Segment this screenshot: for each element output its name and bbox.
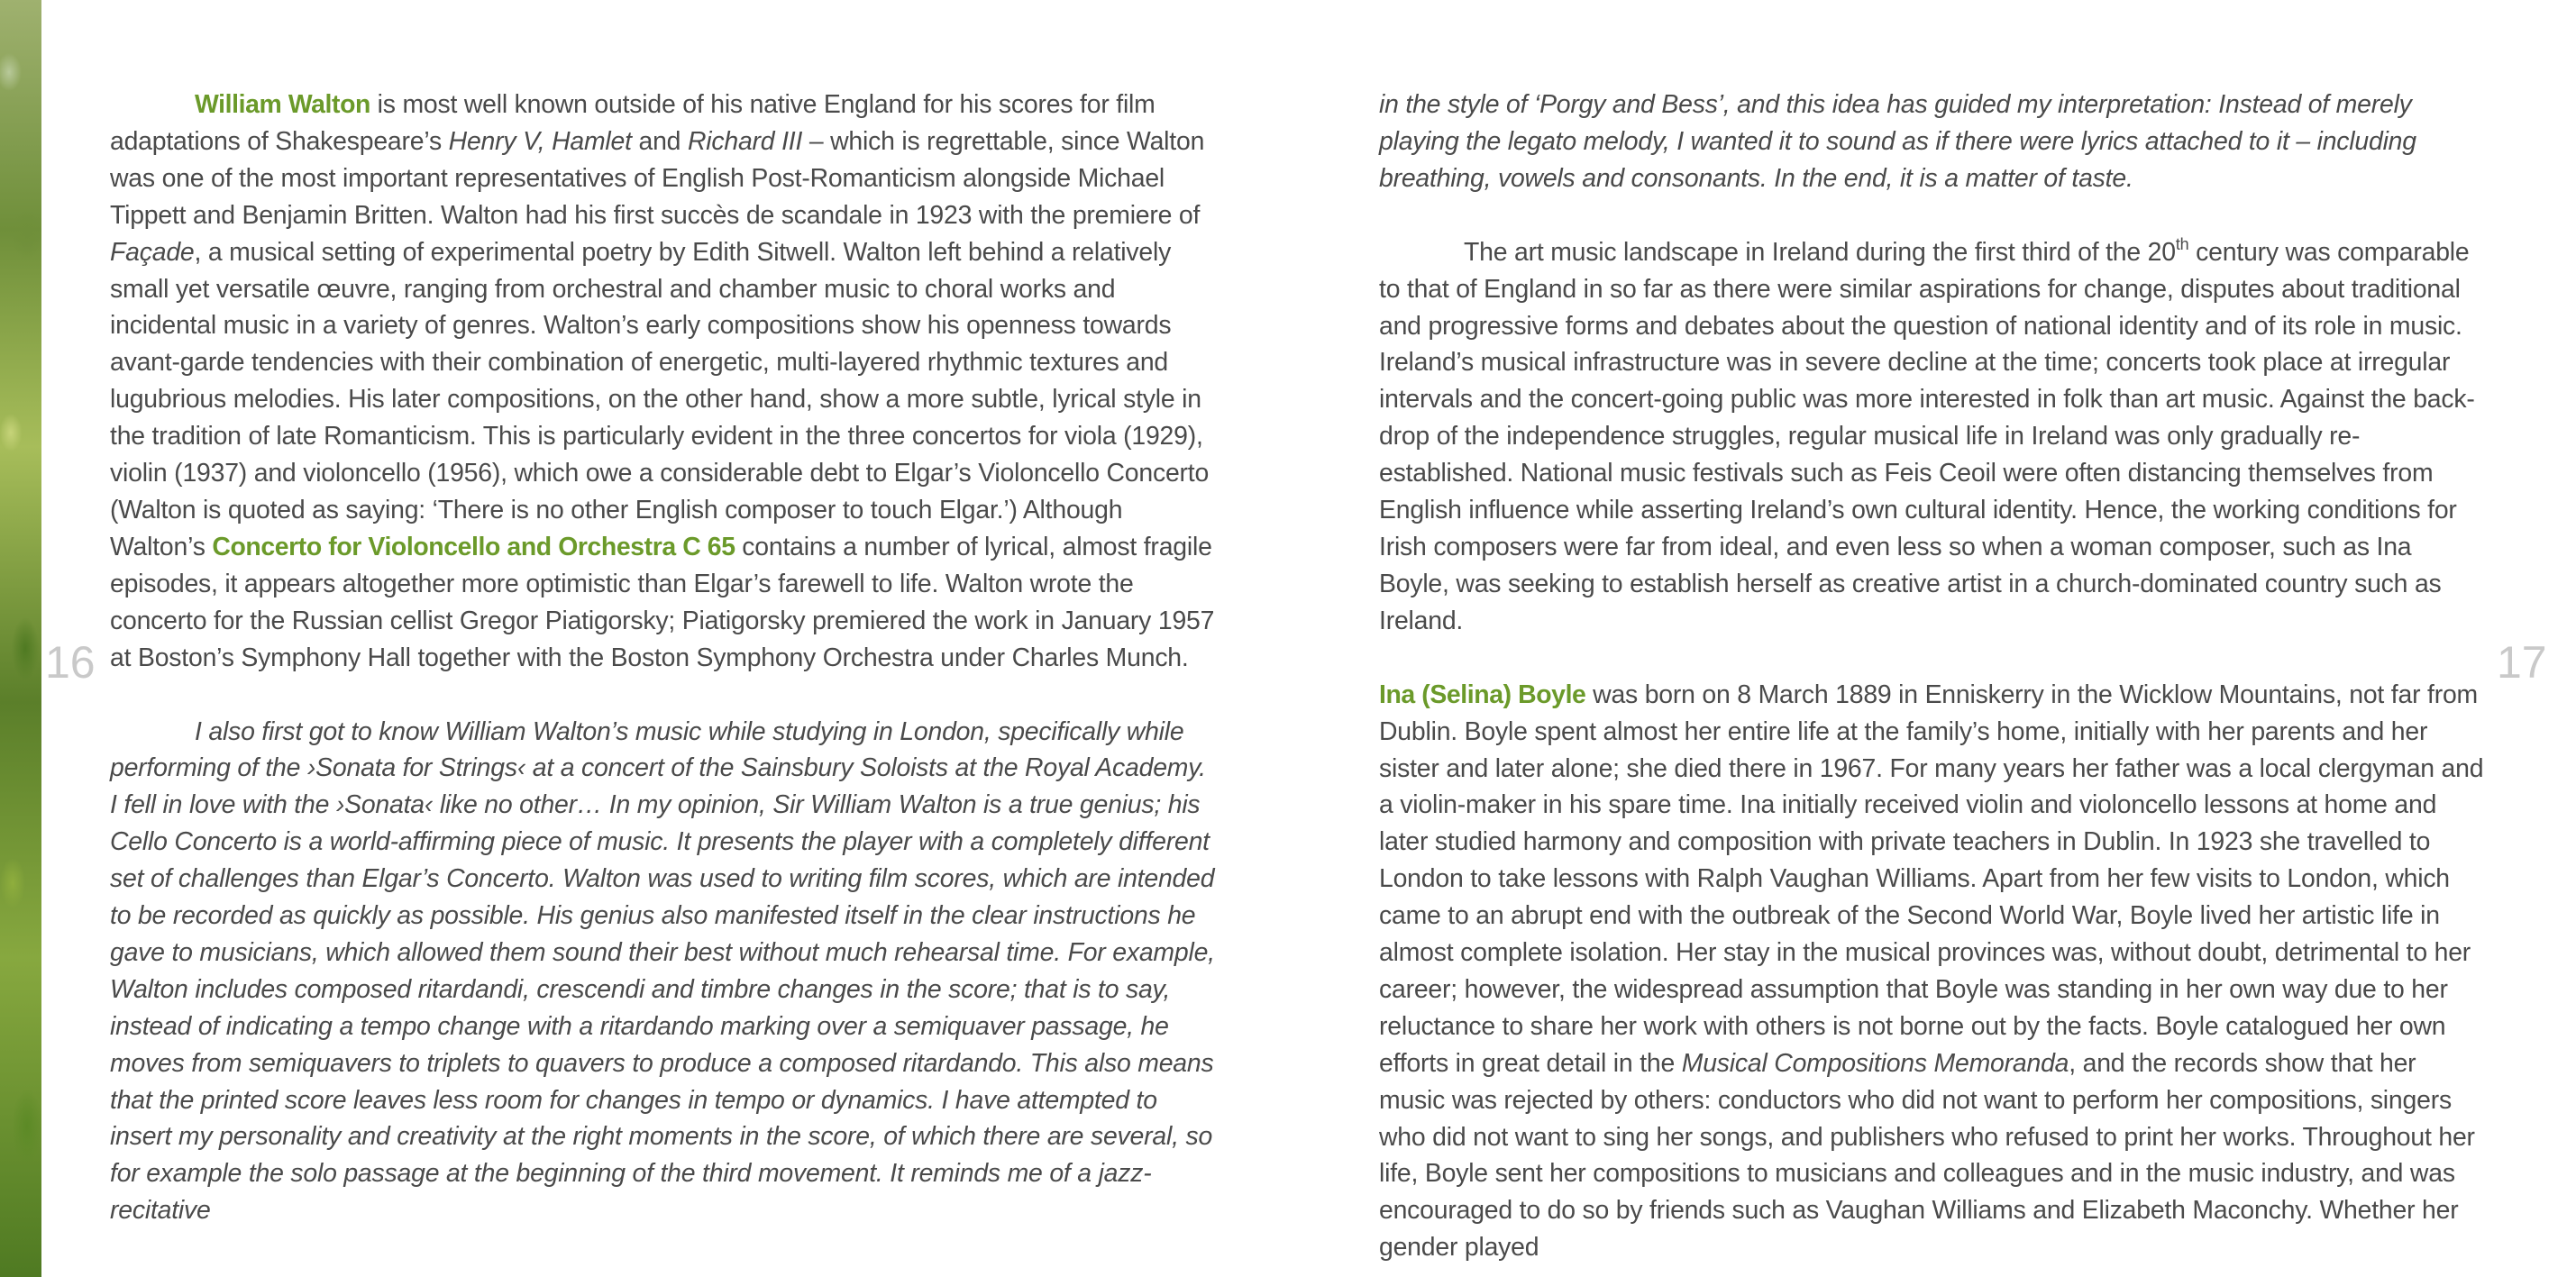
ireland-text-2: century was comparable to that of England in so far as there were similar aspirations for change, disputes about traditional and progressive forms and debates about the question of national identity and of its role in music. Ireland’s musical infrastructure was in severe decline at the time; concerts took place at irregular intervals and the concert-going public was more interested in folk than art music. Against the backdrop of the independence struggles, regular musical life in Ireland was only gradually re-established. National music festivals such as Feis Ceoil were often distancing themselves from English influence while asserting Ireland’s own cultural identity. Hence, the working conditions for Irish composers were far from ideal, and even less so when a woman composer, such as Ina Boyle, was seeking to establish herself as creative artist in a church-dominated country such as Ireland. bbox=[1379, 237, 2475, 635]
walton-paragraph bbox=[110, 87, 1215, 677]
walton-facade: Façade bbox=[110, 237, 195, 267]
walton-film-richard: Richard III bbox=[687, 126, 803, 156]
composer-name-walton: William Walton bbox=[195, 90, 370, 119]
paragraph-gap bbox=[1379, 640, 2484, 677]
paragraph-gap bbox=[1379, 197, 2484, 234]
moss-photo-edge bbox=[0, 0, 41, 1277]
walton-text-2: and bbox=[631, 126, 688, 156]
walton-text-4: , a musical setting of experimental poetry by Edith Sitwell. Walton left behind a relatively small yet versatile œuvre, ranging from orchestral and chamber music to choral works and incidental music in a variety of genres. Walton’s early compositions show his openness towards avant-garde tendencies with their combination of energetic, multi-layered rhythmic textures and lugubrious melodies. His later compositions, on the other hand, show a more subtle, lyrical style in the tradition of late Romanticism. This is particularly evident in the three concertos for viola (1929), violin (1937) and violoncello (1956), which owe a considerable debt to Elgar’s Violoncello Concerto (Walton is quoted as saying: ‘There is no other English composer to touch Elgar.’) Although Walton’s bbox=[110, 237, 1210, 561]
boyle-text-2: , and the records show that her music was rejected by others: conductors who did not want to perform her compositions, singers who did not want to sing her songs, and publishers who refused to print her works. Throughout her life, Boyle sent her compositions to musicians and colleagues and in the music industry, and was encouraged to do so by friends such as Vaughan Williams and Elizabeth Maconchy. Whether her gender played bbox=[1379, 1048, 2475, 1263]
walton-films: Henry V, Hamlet bbox=[448, 126, 632, 156]
composer-name-boyle: Ina (Selina) Boyle bbox=[1379, 680, 1586, 709]
ireland-superscript: th bbox=[2175, 234, 2189, 253]
walton-text-5: contains a number of lyrical, almost fragile episodes, it appears altogether more optimistic than Elgar’s farewell to life. Walton wrote the concerto for the Russian cellist Gregor Piatigorsky; Piatigorsky premiered the work in January 1957 at Boston’s Symphony Hall together with the Boston Symphony Orchestra under Charles Munch. bbox=[110, 532, 1215, 672]
boyle-paragraph bbox=[1379, 677, 2484, 1267]
page-number-left: 16 bbox=[45, 637, 96, 688]
performer-quote-continued: in the style of ‘Porgy and Bess’, and this idea has guided my interpretation: Instead of merely playing the legato melody, I wanted it to sound as if there were lyrics attached to it – including breathing, vowels and consonants. In the end, it is a matter of taste. bbox=[1379, 90, 2416, 193]
page-number-right: 17 bbox=[2497, 637, 2547, 688]
boyle-memoranda: Musical Compositions Memoranda bbox=[1681, 1048, 2069, 1078]
boyle-text-1: was born on 8 March 1889 in Enniskerry in the Wicklow Mountains, not far from Dublin. Boyle spent almost her entire life at the family’s home, initially with her parents and her sister and later alone; she died there in 1967. For many years her father was a local clergyman and a violin-maker in his spare time. Ina initially received violin and violoncello lessons at home and later studied harmony and composition with private teachers in Dublin. In 1923 she travelled to London to take lessons with Ralph Vaughan Williams. Apart from her few visits to London, which came to an abrupt end with the outbreak of the Second World War, Boyle lived her artistic life in almost complete isolation. Her stay in the musical provinces was, without doubt, detrimental to her career; however, the widespread assumption that Boyle was standing in her own way due to her reluctance to share her work with others is not borne out by the facts. Boyle catalogued her own efforts in great detail in the bbox=[1379, 680, 2484, 1078]
paragraph-gap bbox=[110, 677, 1215, 714]
right-page bbox=[1379, 87, 2484, 1266]
walton-text-1: is most well known outside of his native England for his scores for film adaptations of Shakespeare’s bbox=[110, 90, 1156, 156]
ireland-paragraph bbox=[1379, 234, 2484, 640]
walton-concerto-title: Concerto for Violoncello and Orchestra C 65 bbox=[212, 532, 735, 561]
performer-quote: I also first got to know William Walton’s music while studying in London, specifically while performing of the ›Sonata for Strings‹ at a concert of the Sainsbury Soloists at the Royal Academy. I fell in love with the ›Sonata‹ like no other… In my opinion, Sir William Walton is a true genius; his Cello Concerto is a world-affirming piece of music. It presents the player with a completely different set of challenges than Elgar’s Concerto. Walton was used to writing film scores, which are intended to be recorded as quickly as possible. His genius also manifested itself in the clear instructions he gave to musicians, which allowed them sound their best without much rehearsal time. For example, Walton includes composed ritardandi, crescendi and timbre changes in the score; that is to say, instead of indicating a tempo change with a ritardando marking over a semiquaver passage, he moves from semiquavers to triplets to quavers to produce a composed ritardando. This also means that the printed score leaves less room for changes in tempo or dynamics. I have attempted to insert my personality and creativity at the right moments in the score, of which there are several, so for example the solo passage at the beginning of the third movement. It reminds me of a jazz-recitative bbox=[110, 716, 1215, 1226]
left-page bbox=[110, 87, 1215, 1229]
ireland-text-1: The art music landscape in Ireland during the first third of the 20 bbox=[1464, 237, 2176, 267]
walton-text-3: – which is regrettable, since Walton was one of the most important representatives of English Post-Romanticism alongside Michael Tippett and Benjamin Britten. Walton had his first succès de scandale in 1923 with the premiere of bbox=[110, 126, 1205, 230]
